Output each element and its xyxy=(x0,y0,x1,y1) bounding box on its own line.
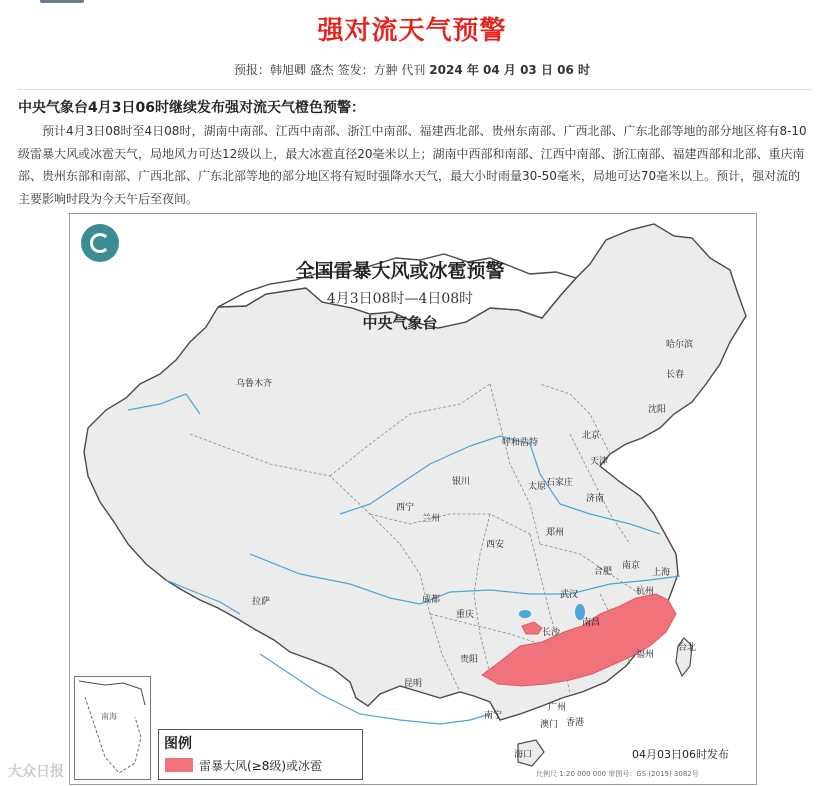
city-chongqing: 重庆 xyxy=(456,610,475,620)
map-legend xyxy=(158,729,363,780)
city-hefei: 合肥 xyxy=(594,567,613,577)
city-chengdu: 成都 xyxy=(422,595,441,605)
city-hohhot: 呼和浩特 xyxy=(502,438,539,448)
city-changsha: 长沙 xyxy=(542,628,561,638)
city-xining: 西宁 xyxy=(396,503,415,513)
legend-label: 雷暴大风(≥8级)或冰雹 xyxy=(199,759,323,773)
source-watermark: 大众日报 xyxy=(8,764,64,780)
city-zhengzhou: 郑州 xyxy=(546,528,565,538)
city-yinchuan: 银川 xyxy=(452,477,471,487)
city-fuzhou: 福州 xyxy=(636,650,655,660)
cma-logo-icon xyxy=(81,224,119,262)
city-guangzhou: 广州 xyxy=(548,703,567,713)
city-lanzhou: 兰州 xyxy=(422,514,441,524)
scale-note: 比例尺 1:20 000 000 审图号：GS (2019) 3082号 xyxy=(536,770,699,778)
byline xyxy=(0,61,824,78)
city-beijing: 北京 xyxy=(582,431,601,441)
city-nanning: 南宁 xyxy=(484,711,503,721)
city-taipei: 台北 xyxy=(678,643,697,653)
city-nanchang: 南昌 xyxy=(582,618,601,628)
map-agency: 中央气象台 xyxy=(362,314,438,332)
city-urumqi: 乌鲁木齐 xyxy=(236,379,273,389)
city-shanghai: 上海 xyxy=(652,568,671,578)
city-shijiazhuang: 石家庄 xyxy=(546,478,574,488)
dongting-lake xyxy=(519,610,531,618)
city-jinan: 济南 xyxy=(586,494,605,504)
city-shenyang: 沈阳 xyxy=(648,405,667,415)
map-title: 全国雷暴大风或冰雹预警 xyxy=(295,260,505,282)
legend-title: 图例 xyxy=(164,736,192,752)
city-guiyang: 贵阳 xyxy=(460,655,479,665)
site-logo[interactable] xyxy=(40,0,84,3)
byline-authors: 预报：韩旭卿 盛杰 签发：方翀 代刊 xyxy=(233,63,426,77)
city-hongkong: 香港 xyxy=(566,718,585,728)
city-haikou: 海口 xyxy=(514,750,533,760)
inset-boundary xyxy=(85,697,141,773)
article-body: 预计4月3日08时至4日08时，湖南中南部、江西中南部、浙江中南部、福建西北部、贵州东南部、广西北部、广东北部等地的部分地区将有8-10级雷暴大风或冰雹天气，局地风力可达12级以上，最大冰雹直径20毫米以上；湖南中西部和南部、江西中南部、浙江南部、福建西部和北部、重庆南部、贵州东部和南部、广西北部、广东北部等地的部分地区将有短时强降水天气，最大小时雨量30-50毫米，局地可达70毫米以上。预计，强对流的主要影响时段为今天午后至夜间。 xyxy=(18,124,807,206)
city-wuhan: 武汉 xyxy=(560,590,579,600)
map-period: 4月3日08时—4日08时 xyxy=(326,291,474,307)
city-changchun: 长春 xyxy=(666,370,685,380)
city-macao: 澳门 xyxy=(540,720,559,730)
inset-svg xyxy=(75,677,150,779)
south-china-sea-inset xyxy=(74,676,151,780)
city-lhasa: 拉萨 xyxy=(252,597,271,607)
inset-sea-label: 南海 xyxy=(101,712,117,721)
warning-map xyxy=(69,213,757,785)
city-hangzhou: 杭州 xyxy=(636,587,655,597)
article-subheading: 中央气象台4月3日06时继续发布强对流天气橙色预警： xyxy=(18,100,365,116)
city-xian: 西安 xyxy=(486,540,505,550)
legend-swatch xyxy=(165,758,193,772)
byline-date: 2024 年 04 月 03 日 06 时 xyxy=(429,63,591,77)
city-kunming: 昆明 xyxy=(404,679,423,689)
city-taiyuan: 太原 xyxy=(528,482,547,492)
city-tianjin: 天津 xyxy=(590,457,609,467)
city-nanjing: 南京 xyxy=(622,561,641,571)
inset-coast xyxy=(79,681,145,705)
title-divider xyxy=(18,89,812,90)
page-title: 强对流天气预警 xyxy=(317,16,507,46)
publish-time-note: 04月03日06时发布 xyxy=(632,748,729,761)
city-harbin: 哈尔滨 xyxy=(666,340,694,350)
